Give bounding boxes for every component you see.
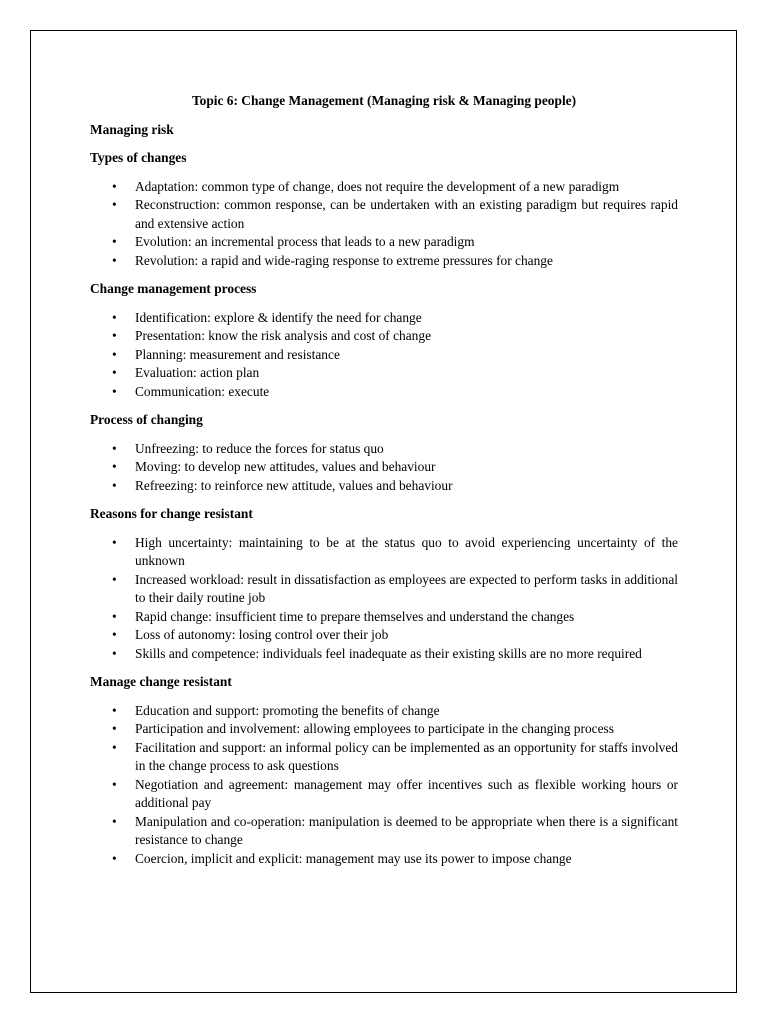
subheading-change-management-process: Change management process (90, 281, 257, 296)
list-item-text: Presentation: know the risk analysis and cost of change (135, 328, 432, 343)
list-item (90, 645, 678, 664)
list-item-text: Rapid change: insufficient time to prepare themselves and understand the changes (135, 608, 575, 624)
list-item-text: Skills and competence: individuals feel inadequate as their existing skills are no more required (135, 645, 642, 661)
document-title: Topic 6: Change Management (Managing risk & Managing people) (191, 93, 577, 108)
list-item (90, 178, 678, 197)
bullet-icon: • (112, 252, 117, 268)
list-item (90, 626, 678, 645)
list-item-text: Identification: explore & identify the need for change (135, 309, 422, 325)
bullet-icon: • (112, 776, 117, 792)
bullet-icon: • (112, 197, 117, 212)
list-item-text: Facilitation and support: an informal policy can be implemented as an opportunity for staffs involved in the change process to ask questions (135, 739, 678, 773)
subheading-types-of-changes: Types of changes (90, 150, 187, 165)
bullet-icon: • (112, 571, 117, 587)
bullet-icon: • (112, 739, 117, 755)
list-process-of-changing (90, 440, 678, 496)
bullet-icon: • (112, 365, 117, 380)
list-item-text: Evaluation: action plan (135, 365, 260, 380)
subheading-process-of-changing: Process of changing (90, 412, 203, 427)
list-item (90, 850, 678, 869)
list-item (90, 383, 678, 402)
bullet-icon: • (112, 440, 117, 456)
list-reasons-for-change-resistant (90, 534, 678, 664)
bullet-icon: • (112, 346, 117, 362)
list-item (90, 477, 678, 496)
list-item (90, 252, 678, 271)
bullet-icon: • (112, 309, 117, 325)
section-process-of-changing (90, 411, 678, 495)
list-item-text: Loss of autonomy: losing control over their job (135, 627, 389, 642)
list-item-text: Moving: to develop new attitudes, values and behaviour (135, 459, 436, 474)
list-item (90, 608, 678, 627)
list-manage-change-resistant (90, 702, 678, 869)
bullet-icon: • (112, 383, 117, 399)
list-item (90, 364, 678, 383)
list-item-text: Participation and involvement: allowing employees to participate in the changing process (135, 721, 614, 736)
bullet-icon: • (112, 627, 117, 642)
list-item-text: Coercion, implicit and explicit: management may use its power to impose change (135, 850, 572, 866)
list-item-text: Education and support: promoting the benefits of change (135, 702, 440, 718)
bullet-icon: • (112, 721, 117, 736)
list-item-text: Evolution: an incremental process that leads to a new paradigm (135, 234, 475, 249)
bullet-icon: • (112, 234, 117, 249)
list-item (90, 720, 678, 739)
list-types-of-changes (90, 178, 678, 271)
bullet-icon: • (112, 534, 117, 550)
bullet-icon: • (112, 477, 117, 493)
subheading-manage-change-resistant: Manage change resistant (90, 674, 232, 689)
bullet-icon: • (112, 608, 117, 624)
list-item-text: Communication: execute (135, 383, 270, 399)
bullet-icon: • (112, 645, 117, 661)
section-heading-managing-risk: Managing risk (90, 121, 174, 137)
list-item (90, 571, 678, 608)
section-manage-change-resistant (90, 673, 678, 868)
list-item-text: Manipulation and co-operation: manipulation is deemed to be appropriate when there is a significant resistance to change (135, 813, 678, 847)
section-change-management-process (90, 280, 678, 401)
list-item-text: High uncertainty: maintaining to be at the status quo to avoid experiencing uncertainty of the unknown (135, 534, 678, 568)
list-item-text: Increased workload: result in dissatisfaction as employees are expected to perform tasks in additional to their daily routine job (135, 571, 678, 605)
bullet-icon: • (112, 702, 117, 718)
bullet-icon: • (112, 178, 117, 194)
list-item (90, 309, 678, 328)
list-item (90, 196, 678, 233)
list-item (90, 739, 678, 776)
bullet-icon: • (112, 850, 117, 866)
list-change-management-process (90, 309, 678, 402)
document-body (90, 92, 678, 878)
list-item-text: Planning: measurement and resistance (135, 346, 340, 362)
bullet-icon: • (112, 813, 117, 829)
list-item (90, 702, 678, 721)
bullet-icon: • (112, 328, 117, 343)
list-item (90, 327, 678, 346)
list-item (90, 813, 678, 850)
list-item-text: Refreezing: to reinforce new attitude, values and behaviour (135, 477, 453, 493)
subheading-reasons-for-change-resistant: Reasons for change resistant (90, 506, 253, 521)
list-item-text: Revolution: a rapid and wide-raging response to extreme pressures for change (135, 252, 553, 268)
list-item (90, 233, 678, 252)
section-reasons-for-change-resistant (90, 505, 678, 663)
list-item (90, 346, 678, 365)
list-item-text: Reconstruction: common response, can be undertaken with an existing paradigm but requires rapid and extensive action (135, 197, 678, 231)
list-item-text: Negotiation and agreement: management may offer incentives such as flexible working hours or additional pay (135, 776, 678, 810)
list-item (90, 776, 678, 813)
list-item-text: Unfreezing: to reduce the forces for status quo (135, 440, 384, 456)
list-item (90, 534, 678, 571)
list-item (90, 440, 678, 459)
section-types-of-changes (90, 149, 678, 270)
list-item-text: Adaptation: common type of change, does not require the development of a new paradigm (135, 178, 620, 194)
bullet-icon: • (112, 459, 117, 474)
list-item (90, 458, 678, 477)
